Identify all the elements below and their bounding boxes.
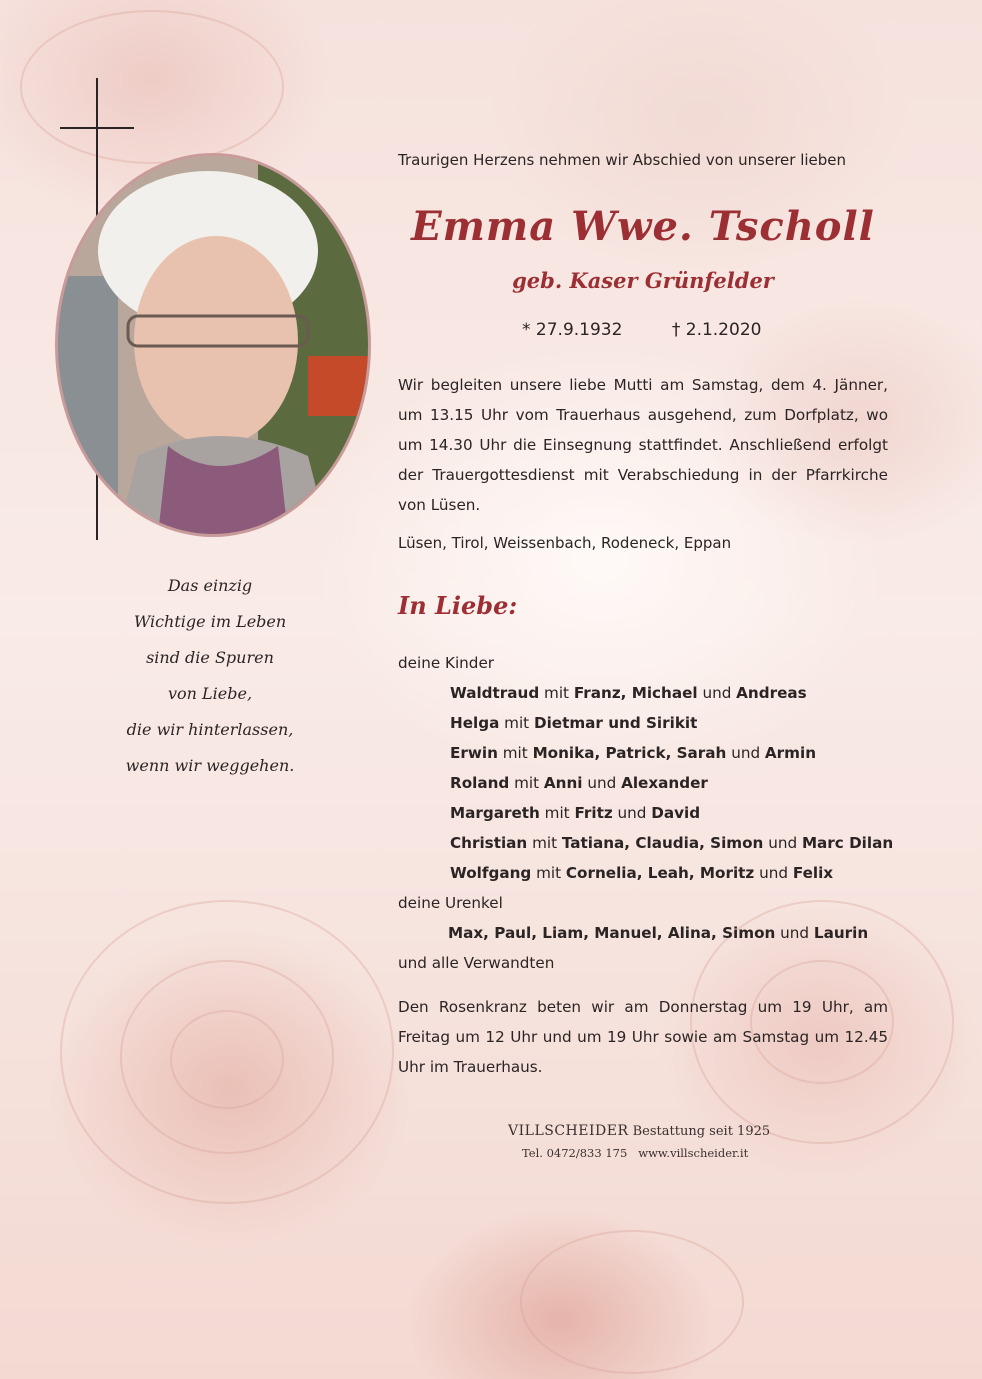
partners-last: Marc Dilan <box>801 834 894 852</box>
quote-line: Wichtige im Leben <box>133 612 287 631</box>
child-name: Wolfgang <box>450 864 532 882</box>
partners-last: Alexander <box>621 774 708 792</box>
child-name: Erwin <box>450 744 498 762</box>
quote <box>110 568 310 784</box>
quote-line: die wir hinterlassen, <box>126 720 294 739</box>
quote-line: von Liebe, <box>167 684 253 703</box>
connector: und <box>587 774 617 792</box>
maiden-name: geb. Kaser Grünfelder <box>512 268 774 293</box>
birth-date: * 27.9.1932 <box>522 320 623 340</box>
list-item <box>398 828 898 858</box>
partners: Franz, Michael <box>573 684 698 702</box>
cross-icon-bar <box>60 127 134 129</box>
partners: Cornelia, Leah, Moritz <box>565 864 755 882</box>
portrait-photo <box>55 153 371 537</box>
connector: und <box>731 744 761 762</box>
connector: mit <box>504 714 530 732</box>
child-name: Waldtraud <box>450 684 540 702</box>
partners: Fritz <box>574 804 613 822</box>
intro-text: Traurigen Herzens nehmen wir Abschied von unserer lieben <box>398 151 847 169</box>
connector: mit <box>532 834 558 852</box>
child-name: Roland <box>450 774 510 792</box>
quote-line: sind die Spuren <box>146 648 274 667</box>
firm-tagline: Bestattung seit 1925 <box>632 1124 771 1139</box>
quote-line: Das einzig <box>167 576 253 595</box>
website-link[interactable]: www.villscheider.it <box>638 1146 749 1160</box>
deceased-name: Emma Wwe. Tscholl <box>411 203 875 250</box>
child-name: Christian <box>450 834 528 852</box>
connector: mit <box>544 804 570 822</box>
partners-last: Felix <box>792 864 834 882</box>
connector: und <box>702 684 732 702</box>
rose-swirl <box>170 1010 284 1109</box>
footer-contact <box>522 1146 748 1160</box>
footer-firm <box>508 1123 770 1139</box>
portrait-image <box>58 156 368 534</box>
life-dates <box>522 320 761 340</box>
partners-last: David <box>651 804 701 822</box>
connector: mit <box>502 744 528 762</box>
list-item <box>398 738 898 768</box>
connector: mit <box>536 864 562 882</box>
places: Lüsen, Tirol, Weissenbach, Rodeneck, Eppan <box>398 534 732 552</box>
connector: mit <box>544 684 570 702</box>
partners: Anni <box>543 774 583 792</box>
connector: und <box>617 804 647 822</box>
phone: Tel. 0472/833 175 <box>522 1146 628 1160</box>
rose-swirl <box>20 10 284 164</box>
partners: Monika, Patrick, Sarah <box>532 744 727 762</box>
firm-name: VILLSCHEIDER <box>508 1123 629 1139</box>
partners: Dietmar und Sirikit <box>533 714 698 732</box>
partners: Tatiana, Claudia, Simon <box>561 834 764 852</box>
connector: mit <box>514 774 540 792</box>
list-item <box>398 678 898 708</box>
death-date: † 2.1.2020 <box>671 320 762 340</box>
grandchildren-last: Laurin <box>813 924 869 942</box>
list-item <box>398 708 898 738</box>
child-name: Helga <box>450 714 500 732</box>
funeral-text: Wir begleiten unsere liebe Mutti am Samstag, dem 4. Jänner, um 13.15 Uhr vom Trauerhaus ausgehend, zum Dorfplatz, wo um 14.30 Uhr die Einsegnung stattfindet. Anschließend erfolgt der Trauergottesdienst mit Verabschiedung in der Pfarrkirche von Lüsen. <box>398 376 888 514</box>
child-name: Margareth <box>450 804 540 822</box>
rose-swirl <box>520 1230 744 1374</box>
quote-line: wenn wir weggehen. <box>125 756 295 775</box>
list-item <box>398 768 898 798</box>
list-item <box>398 798 898 828</box>
list-item <box>398 918 898 948</box>
relatives: und alle Verwandten <box>398 954 555 972</box>
rosary-text: Den Rosenkranz beten wir am Donnerstag um 19 Uhr, am Freitag um 12 Uhr und um 19 Uhr sowie am Samstag um 12.45 Uhr im Trauerhaus. <box>398 998 888 1076</box>
grandchildren-names: Max, Paul, Liam, Manuel, Alina, Simon <box>448 924 776 942</box>
partners-last: Andreas <box>736 684 807 702</box>
connector: und <box>759 864 788 882</box>
partners-last: Armin <box>764 744 817 762</box>
grandchildren-label: deine Urenkel <box>398 894 503 912</box>
children-label: deine Kinder <box>398 654 495 672</box>
connector: und <box>768 834 798 852</box>
connector: und <box>780 924 810 942</box>
list-item <box>398 858 898 888</box>
in-liebe-heading: In Liebe: <box>398 591 518 620</box>
family-list <box>398 648 898 978</box>
